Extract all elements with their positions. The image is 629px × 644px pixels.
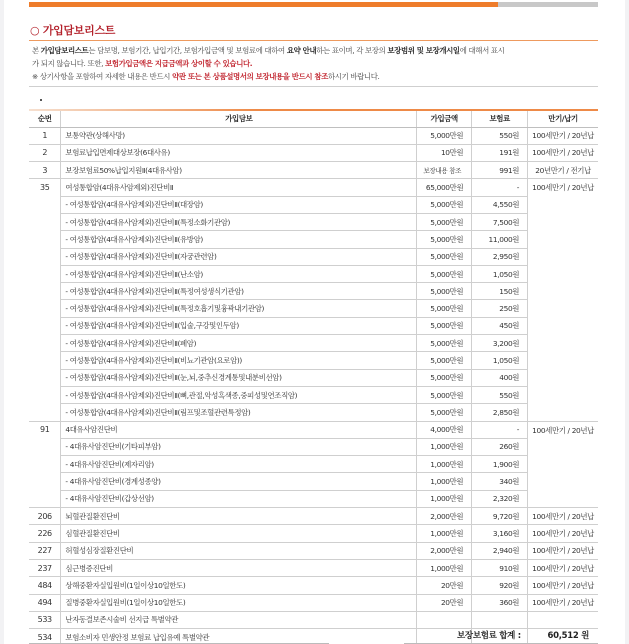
cell-premium: 250원 [472, 300, 528, 317]
table-row [29, 144, 598, 161]
cell-coverage: - 여성통합암(4대유사암제외)진단비Ⅱ(뼈,관절,악성흑색종,중피성및연조직암) [61, 386, 417, 403]
body-text: 는 담보명, 보험기간, 납입기간, 보험가입금액 및 보험료에 대하여 [88, 46, 287, 55]
body-text: 가 되지 않습니다. 또한, [32, 59, 106, 68]
cell-amount: 20만원 [417, 577, 472, 594]
table-row [29, 456, 598, 473]
cell-coverage: 보험료납입면제대상보장(6대사유) [61, 144, 417, 161]
table-row [29, 386, 598, 403]
intro-line-3 [32, 70, 598, 83]
cell-no [29, 265, 61, 282]
cell-no: 494 [29, 594, 61, 611]
table-row [29, 559, 598, 576]
cell-no: 35 [39, 183, 50, 193]
cell-no [29, 283, 61, 300]
cell-no [29, 213, 61, 230]
cell-no: 237 [29, 559, 61, 576]
table-row [29, 196, 598, 213]
header-premium: 보험료 [472, 111, 528, 127]
table-row [29, 473, 598, 490]
cell-premium: 2,320원 [472, 490, 528, 507]
cell-period [528, 231, 598, 248]
coverage-table [29, 111, 598, 644]
cell-coverage: 난자동결보존시술비 선지급 특별약관 [61, 611, 417, 628]
cell-amount [417, 611, 472, 628]
cell-coverage: - 4대유사암진단비(갑상선암) [61, 490, 417, 507]
cell-no: 534 [29, 629, 61, 644]
cell-amount: 1,000만원 [417, 473, 472, 490]
total-label: 보장보험료 합계 : [457, 631, 521, 641]
cell-coverage: - 4대유사암진단비(기타피부암) [61, 438, 417, 455]
cell-no [29, 248, 61, 265]
cell-premium: 2,950원 [472, 248, 528, 265]
cell-period [528, 283, 598, 300]
cell-period: 100세만기 / 20년납 [528, 577, 598, 594]
cell-amount: 5,000만원 [417, 300, 472, 317]
table-row [29, 352, 598, 369]
cell-coverage: 상해중환자실입원비(1일이상10일한도) [61, 577, 417, 594]
body-text: 하시기 바랍니다. [327, 72, 380, 81]
cell-amount: 5,000만원 [417, 386, 472, 403]
cell-no [29, 317, 61, 334]
cell-period [528, 386, 598, 403]
table-row [29, 213, 598, 230]
cell-amount: 5,000만원 [417, 231, 472, 248]
cell-amount: 5,000만원 [417, 369, 472, 386]
document-page [4, 0, 625, 644]
cell-no [29, 404, 61, 421]
highlight-text: 약관 또는 본 상품설명서의 보장내용을 반드시 참조 [172, 72, 328, 81]
cell-premium: 550원 [472, 386, 528, 403]
cell-amount: 1,000만원 [417, 456, 472, 473]
cell-premium: 3,160원 [472, 525, 528, 542]
cell-no: 1 [29, 127, 61, 144]
cell-premium: 7,500원 [472, 213, 528, 230]
table-header-row [29, 111, 598, 127]
cell-coverage: - 여성통합암(4대유사암제외)진단비Ⅱ(자궁관련암) [61, 248, 417, 265]
cell-premium: 450원 [472, 317, 528, 334]
cell-coverage: 뇌혈관질환진단비 [61, 508, 417, 525]
cell-no [29, 473, 61, 490]
intro-line-1 [32, 44, 598, 57]
cell-premium: 150원 [472, 283, 528, 300]
cell-period: 20년만기 / 전기납 [528, 162, 598, 179]
bold-text: 보장범위 및 보장개시일 [387, 46, 460, 55]
cell-amount: 2,000만원 [417, 508, 472, 525]
body-text: ※ 상기사항을 포함하여 자세한 내용은 반드시 [32, 72, 173, 81]
bullet-dot [40, 99, 42, 101]
cell-amount: 20만원 [417, 594, 472, 611]
cell-no: 226 [29, 525, 61, 542]
cell-period [528, 473, 598, 490]
cell-no: 206 [29, 508, 61, 525]
cell-coverage: - 여성통합암(4대유사암제외)진단비Ⅱ(특정여성생식기관암) [61, 283, 417, 300]
cell-period: 100세만기 / 20년납 [528, 508, 598, 525]
cell-no [29, 335, 61, 352]
cell-no: 227 [29, 542, 61, 559]
cell-no [29, 231, 61, 248]
cell-period [528, 335, 598, 352]
title-divider [29, 40, 598, 41]
cell-no [29, 300, 61, 317]
table-row [29, 300, 598, 317]
table-row [29, 404, 598, 421]
cell-premium: 550원 [472, 127, 528, 144]
cell-premium: 1,050원 [472, 265, 528, 282]
cell-premium: 2,940원 [472, 542, 528, 559]
cell-period [528, 196, 598, 213]
cell-premium: 2,850원 [472, 404, 528, 421]
table-row [29, 525, 598, 542]
cell-no [29, 490, 61, 507]
cell-no [29, 456, 61, 473]
cell-period [528, 404, 598, 421]
cell-premium: - [472, 421, 528, 438]
cell-premium: 1,050원 [472, 352, 528, 369]
cell-no [29, 369, 61, 386]
cell-premium [472, 611, 528, 628]
cell-amount: 5,000만원 [417, 335, 472, 352]
cell-period: 100세만기 / 20년납 [528, 525, 598, 542]
cell-premium: 1,900원 [472, 456, 528, 473]
cell-coverage: 보장보험료50%납입지원Ⅱ(4대유사암) [61, 162, 417, 179]
cell-amount: 4,000만원 [417, 421, 472, 438]
cell-coverage: - 여성통합암(4대유사암제외)진단비Ⅱ(눈,뇌,중추신경계통및내분비선암) [61, 369, 417, 386]
table-body [29, 127, 598, 644]
cell-coverage: - 여성통합암(4대유사암제외)진단비Ⅱ(대장암) [61, 196, 417, 213]
cell-coverage: - 4대유사암진단비(제자리암) [61, 456, 417, 473]
cell-amount: 5,000만원 [417, 248, 472, 265]
cell-coverage: 여성통합암(4대유사암제외)진단비Ⅱ [61, 179, 417, 196]
intro-text [32, 44, 598, 83]
bold-text: 가입담보리스트 [40, 46, 89, 55]
cell-period: 100세만기 / 20년납 [528, 559, 598, 576]
header-coverage: 가입담보 [61, 111, 417, 127]
bold-text: 요약 안내 [286, 46, 317, 55]
table-row [29, 421, 598, 438]
cell-premium: 340원 [472, 473, 528, 490]
table-row [29, 611, 598, 628]
header-amount: 가입금액 [417, 111, 472, 127]
body-text: 에 대해서 표시 [459, 46, 505, 55]
cell-period [528, 438, 598, 455]
body-text: 본 [32, 46, 41, 55]
table-row [29, 369, 598, 386]
cell-coverage: - 여성통합암(4대유사암제외)진단비Ⅱ(림프및조혈관련특정암) [61, 404, 417, 421]
cell-no [29, 386, 61, 403]
progress-bar-remaining [498, 2, 598, 7]
cell-premium: 4,550원 [472, 196, 528, 213]
cell-coverage: 심근병증진단비 [61, 559, 417, 576]
cell-no: 3 [29, 162, 61, 179]
cell-period [528, 213, 598, 230]
cell-amount: 1,000만원 [417, 525, 472, 542]
cell-premium: 191원 [472, 144, 528, 161]
cell-premium: 920원 [472, 577, 528, 594]
cell-coverage: - 여성통합암(4대유사암제외)진단비Ⅱ(비뇨기관암(요로암)) [61, 352, 417, 369]
table-row [29, 179, 598, 196]
table-row [29, 265, 598, 282]
table-row [29, 438, 598, 455]
highlight-text: 보험가입금액은 지급금액과 상이할 수 있습니다. [105, 59, 253, 68]
cell-amount: 5,000만원 [417, 283, 472, 300]
cell-coverage: 보험소비자 민생안정 보험료 납입유예 특별약관 [61, 629, 417, 644]
cell-coverage: 허혈성심장질환진단비 [61, 542, 417, 559]
cell-premium: 260원 [472, 438, 528, 455]
cell-premium: 3,200원 [472, 335, 528, 352]
cell-premium: 400원 [472, 369, 528, 386]
table-row [29, 283, 598, 300]
cell-coverage: - 4대유사암진단비(경계성종양) [61, 473, 417, 490]
table-row [29, 231, 598, 248]
table-row [29, 127, 598, 144]
cell-coverage: - 여성통합암(4대유사암제외)진단비Ⅱ(난소암) [61, 265, 417, 282]
cell-coverage: - 여성통합암(4대유사암제외)진단비Ⅱ(특정소화기관암) [61, 213, 417, 230]
table-row [29, 577, 598, 594]
cell-amount: 5,000만원 [417, 265, 472, 282]
cell-period [528, 369, 598, 386]
cell-amount: 5,000만원 [417, 352, 472, 369]
cell-no: 91 [39, 425, 50, 435]
cell-period: 100세만기 / 20년납 [528, 127, 598, 144]
cell-period: 100세만기 / 20년납 [528, 144, 598, 161]
table-row [29, 162, 598, 179]
cell-premium: 910원 [472, 559, 528, 576]
table-row [29, 542, 598, 559]
cell-period [528, 490, 598, 507]
cell-period: 100세만기 / 20년납 [528, 594, 598, 611]
cell-amount: 5,000만원 [417, 317, 472, 334]
cell-coverage: - 여성통합암(4대유사암제외)진단비Ⅱ(폐암) [61, 335, 417, 352]
cell-premium: 360원 [472, 594, 528, 611]
cell-period: 100세만기 / 20년납 [528, 179, 598, 196]
section-title: ○ 가입담보리스트 [30, 24, 116, 37]
header-no: 순번 [29, 111, 61, 127]
cell-period [528, 317, 598, 334]
cell-coverage: 보통약관(상해사망) [61, 127, 417, 144]
intro-divider [29, 86, 598, 87]
cell-amount: 65,000만원 [417, 179, 472, 196]
cell-amount: 2,000만원 [417, 542, 472, 559]
cell-period [528, 611, 598, 628]
cell-amount: 1,000만원 [417, 490, 472, 507]
total-premium [457, 629, 589, 641]
cell-no: 533 [29, 611, 61, 628]
cell-amount: 1,000만원 [417, 438, 472, 455]
cell-coverage: 질병중환자실입원비(1일이상10일한도) [61, 594, 417, 611]
cell-premium: 991원 [472, 162, 528, 179]
cell-amount: 5,000만원 [417, 213, 472, 230]
header-period: 만기/납기 [528, 111, 598, 127]
cell-period [528, 300, 598, 317]
table-row [29, 490, 598, 507]
cell-amount: 5,000만원 [417, 127, 472, 144]
cell-no: 2 [29, 144, 61, 161]
cell-period [528, 456, 598, 473]
cell-no: 484 [29, 577, 61, 594]
cell-period [528, 352, 598, 369]
cell-amount: 1,000만원 [417, 559, 472, 576]
table-row [29, 594, 598, 611]
cell-amount: 보장내용 참조 [417, 162, 472, 179]
cell-coverage: 심혈관질환진단비 [61, 525, 417, 542]
cell-period [528, 248, 598, 265]
cell-premium: 9,720원 [472, 508, 528, 525]
cell-period [528, 265, 598, 282]
table-row [29, 508, 598, 525]
cell-coverage: - 여성통합암(4대유사암제외)진단비Ⅱ(유방암) [61, 231, 417, 248]
cell-coverage: - 여성통합암(4대유사암제외)진단비Ⅱ(특정호흡기및흉곽내기관암) [61, 300, 417, 317]
table-row [29, 248, 598, 265]
cell-period: 100세만기 / 20년납 [528, 421, 598, 438]
cell-amount: 5,000만원 [417, 404, 472, 421]
cell-no [29, 196, 61, 213]
body-text: 하는 표이며, 각 보장의 [316, 46, 388, 55]
cell-amount: 5,000만원 [417, 196, 472, 213]
intro-line-2 [32, 57, 598, 70]
cell-premium: - [472, 179, 528, 196]
cell-no [29, 352, 61, 369]
total-value: 60,512 원 [547, 631, 590, 641]
cell-amount: 10만원 [417, 144, 472, 161]
progress-bar-filled [29, 2, 498, 7]
table-row [29, 335, 598, 352]
cell-coverage: - 여성통합암(4대유사암제외)진단비Ⅱ(입술,구강및인두암) [61, 317, 417, 334]
cell-premium: 11,000원 [472, 231, 528, 248]
table-row [29, 317, 598, 334]
cell-period: 100세만기 / 20년납 [528, 542, 598, 559]
cell-coverage: 4대유사암진단비 [61, 421, 417, 438]
cell-no [29, 438, 61, 455]
